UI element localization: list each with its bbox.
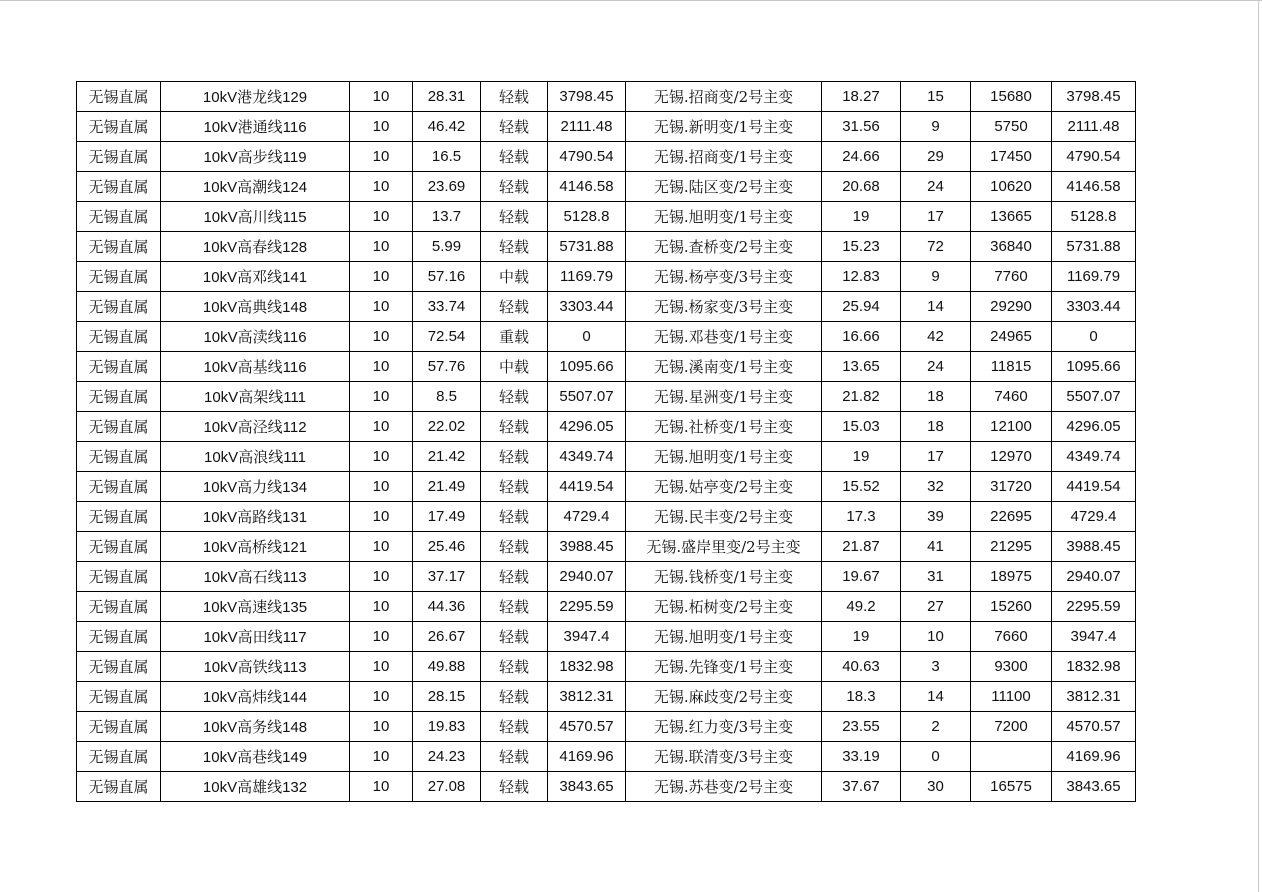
- load-rate-cell: 72.54: [413, 322, 481, 352]
- voltage-cell: 10: [350, 712, 413, 742]
- line-name-cell: 10kV高渎线116: [161, 322, 350, 352]
- company-cell: 无锡直属: [77, 172, 161, 202]
- table-row: [77, 562, 1136, 592]
- load-rate-cell: 5.99: [413, 232, 481, 262]
- installed-capacity-cell: 12100: [971, 412, 1052, 442]
- user-count-cell: 10: [901, 622, 971, 652]
- substation-transformer-cell: 无锡.旭明变/1号主变: [626, 202, 822, 232]
- line-name-cell: 10kV高邓线141: [161, 262, 350, 292]
- voltage-cell: 10: [350, 262, 413, 292]
- company-cell: 无锡直属: [77, 472, 161, 502]
- installed-capacity-cell: 11100: [971, 682, 1052, 712]
- available-capacity-cell: 4169.96: [548, 742, 626, 772]
- transformer-load-rate-cell: 40.63: [822, 652, 901, 682]
- line-name-cell: 10kV高路线131: [161, 502, 350, 532]
- line-name-cell: 10kV高炜线144: [161, 682, 350, 712]
- voltage-cell: 10: [350, 592, 413, 622]
- table-body: [77, 82, 1136, 802]
- user-count-cell: 17: [901, 442, 971, 472]
- transformer-load-rate-cell: 20.68: [822, 172, 901, 202]
- substation-transformer-cell: 无锡.姑亭变/2号主变: [626, 472, 822, 502]
- load-status-cell: 轻载: [481, 382, 548, 412]
- transformer-load-rate-cell: 19: [822, 622, 901, 652]
- substation-transformer-cell: 无锡.柘树变/2号主变: [626, 592, 822, 622]
- remaining-capacity-cell: 4790.54: [1052, 142, 1136, 172]
- user-count-cell: 30: [901, 772, 971, 802]
- remaining-capacity-cell: 1095.66: [1052, 352, 1136, 382]
- company-cell: 无锡直属: [77, 112, 161, 142]
- remaining-capacity-cell: 2940.07: [1052, 562, 1136, 592]
- load-status-cell: 轻载: [481, 742, 548, 772]
- transformer-load-rate-cell: 13.65: [822, 352, 901, 382]
- company-cell: 无锡直属: [77, 292, 161, 322]
- table-row: [77, 652, 1136, 682]
- transformer-load-rate-cell: 21.82: [822, 382, 901, 412]
- voltage-cell: 10: [350, 442, 413, 472]
- remaining-capacity-cell: 3303.44: [1052, 292, 1136, 322]
- load-rate-cell: 46.42: [413, 112, 481, 142]
- transformer-load-rate-cell: 23.55: [822, 712, 901, 742]
- installed-capacity-cell: 29290: [971, 292, 1052, 322]
- installed-capacity-cell: 10620: [971, 172, 1052, 202]
- table-row: [77, 382, 1136, 412]
- table-row: [77, 172, 1136, 202]
- line-name-cell: 10kV港通线116: [161, 112, 350, 142]
- user-count-cell: 41: [901, 532, 971, 562]
- remaining-capacity-cell: 3812.31: [1052, 682, 1136, 712]
- substation-transformer-cell: 无锡.招商变/1号主变: [626, 142, 822, 172]
- substation-transformer-cell: 无锡.陆区变/2号主变: [626, 172, 822, 202]
- installed-capacity-cell: 21295: [971, 532, 1052, 562]
- remaining-capacity-cell: 0: [1052, 322, 1136, 352]
- feeder-load-table: [76, 81, 1136, 802]
- company-cell: 无锡直属: [77, 532, 161, 562]
- substation-transformer-cell: 无锡.红力变/3号主变: [626, 712, 822, 742]
- transformer-load-rate-cell: 25.94: [822, 292, 901, 322]
- substation-transformer-cell: 无锡.联清变/3号主变: [626, 742, 822, 772]
- table-row: [77, 232, 1136, 262]
- transformer-load-rate-cell: 15.23: [822, 232, 901, 262]
- voltage-cell: 10: [350, 232, 413, 262]
- available-capacity-cell: 1095.66: [548, 352, 626, 382]
- page-top-border: [0, 0, 1262, 1]
- load-status-cell: 重载: [481, 322, 548, 352]
- line-name-cell: 10kV高石线113: [161, 562, 350, 592]
- voltage-cell: 10: [350, 142, 413, 172]
- substation-transformer-cell: 无锡.溪南变/1号主变: [626, 352, 822, 382]
- load-rate-cell: 22.02: [413, 412, 481, 442]
- line-name-cell: 10kV高基线116: [161, 352, 350, 382]
- user-count-cell: 39: [901, 502, 971, 532]
- substation-transformer-cell: 无锡.查桥变/2号主变: [626, 232, 822, 262]
- available-capacity-cell: 0: [548, 322, 626, 352]
- load-rate-cell: 33.74: [413, 292, 481, 322]
- company-cell: 无锡直属: [77, 592, 161, 622]
- remaining-capacity-cell: 2111.48: [1052, 112, 1136, 142]
- transformer-load-rate-cell: 15.52: [822, 472, 901, 502]
- company-cell: 无锡直属: [77, 712, 161, 742]
- user-count-cell: 9: [901, 112, 971, 142]
- load-status-cell: 轻载: [481, 232, 548, 262]
- line-name-cell: 10kV高潮线124: [161, 172, 350, 202]
- company-cell: 无锡直属: [77, 202, 161, 232]
- remaining-capacity-cell: 1169.79: [1052, 262, 1136, 292]
- transformer-load-rate-cell: 33.19: [822, 742, 901, 772]
- user-count-cell: 14: [901, 292, 971, 322]
- load-rate-cell: 26.67: [413, 622, 481, 652]
- table-row: [77, 742, 1136, 772]
- company-cell: 无锡直属: [77, 262, 161, 292]
- load-status-cell: 轻载: [481, 682, 548, 712]
- user-count-cell: 3: [901, 652, 971, 682]
- load-rate-cell: 49.88: [413, 652, 481, 682]
- installed-capacity-cell: 11815: [971, 352, 1052, 382]
- substation-transformer-cell: 无锡.钱桥变/1号主变: [626, 562, 822, 592]
- line-name-cell: 10kV高速线135: [161, 592, 350, 622]
- user-count-cell: 17: [901, 202, 971, 232]
- transformer-load-rate-cell: 37.67: [822, 772, 901, 802]
- company-cell: 无锡直属: [77, 772, 161, 802]
- company-cell: 无锡直属: [77, 142, 161, 172]
- table-row: [77, 352, 1136, 382]
- load-rate-cell: 44.36: [413, 592, 481, 622]
- available-capacity-cell: 3303.44: [548, 292, 626, 322]
- company-cell: 无锡直属: [77, 382, 161, 412]
- load-rate-cell: 57.16: [413, 262, 481, 292]
- line-name-cell: 10kV高川线115: [161, 202, 350, 232]
- table-row: [77, 592, 1136, 622]
- load-rate-cell: 25.46: [413, 532, 481, 562]
- available-capacity-cell: 4729.4: [548, 502, 626, 532]
- company-cell: 无锡直属: [77, 352, 161, 382]
- load-rate-cell: 17.49: [413, 502, 481, 532]
- user-count-cell: 27: [901, 592, 971, 622]
- load-status-cell: 轻载: [481, 562, 548, 592]
- company-cell: 无锡直属: [77, 232, 161, 262]
- table-row: [77, 82, 1136, 112]
- available-capacity-cell: 4419.54: [548, 472, 626, 502]
- load-status-cell: 轻载: [481, 622, 548, 652]
- transformer-load-rate-cell: 18.3: [822, 682, 901, 712]
- user-count-cell: 15: [901, 82, 971, 112]
- available-capacity-cell: 2295.59: [548, 592, 626, 622]
- substation-transformer-cell: 无锡.招商变/2号主变: [626, 82, 822, 112]
- installed-capacity-cell: 9300: [971, 652, 1052, 682]
- voltage-cell: 10: [350, 202, 413, 232]
- company-cell: 无锡直属: [77, 322, 161, 352]
- transformer-load-rate-cell: 49.2: [822, 592, 901, 622]
- load-rate-cell: 57.76: [413, 352, 481, 382]
- company-cell: 无锡直属: [77, 442, 161, 472]
- available-capacity-cell: 1169.79: [548, 262, 626, 292]
- load-status-cell: 轻载: [481, 442, 548, 472]
- user-count-cell: 29: [901, 142, 971, 172]
- transformer-load-rate-cell: 12.83: [822, 262, 901, 292]
- transformer-load-rate-cell: 31.56: [822, 112, 901, 142]
- installed-capacity-cell: 22695: [971, 502, 1052, 532]
- load-status-cell: 轻载: [481, 292, 548, 322]
- load-status-cell: 轻载: [481, 532, 548, 562]
- line-name-cell: 10kV高浪线111: [161, 442, 350, 472]
- load-rate-cell: 24.23: [413, 742, 481, 772]
- company-cell: 无锡直属: [77, 82, 161, 112]
- table-row: [77, 112, 1136, 142]
- available-capacity-cell: 2940.07: [548, 562, 626, 592]
- user-count-cell: 9: [901, 262, 971, 292]
- load-status-cell: 轻载: [481, 502, 548, 532]
- table-row: [77, 262, 1136, 292]
- user-count-cell: 24: [901, 172, 971, 202]
- substation-transformer-cell: 无锡.民丰变/2号主变: [626, 502, 822, 532]
- user-count-cell: 42: [901, 322, 971, 352]
- line-name-cell: 10kV高雄线132: [161, 772, 350, 802]
- installed-capacity-cell: 31720: [971, 472, 1052, 502]
- user-count-cell: 2: [901, 712, 971, 742]
- company-cell: 无锡直属: [77, 742, 161, 772]
- remaining-capacity-cell: 4729.4: [1052, 502, 1136, 532]
- transformer-load-rate-cell: 24.66: [822, 142, 901, 172]
- available-capacity-cell: 3812.31: [548, 682, 626, 712]
- voltage-cell: 10: [350, 292, 413, 322]
- installed-capacity-cell: 24965: [971, 322, 1052, 352]
- load-rate-cell: 16.5: [413, 142, 481, 172]
- user-count-cell: 0: [901, 742, 971, 772]
- installed-capacity-cell: 7760: [971, 262, 1052, 292]
- load-rate-cell: 37.17: [413, 562, 481, 592]
- load-rate-cell: 13.7: [413, 202, 481, 232]
- user-count-cell: 24: [901, 352, 971, 382]
- voltage-cell: 10: [350, 172, 413, 202]
- load-status-cell: 轻载: [481, 202, 548, 232]
- voltage-cell: 10: [350, 742, 413, 772]
- line-name-cell: 10kV高务线148: [161, 712, 350, 742]
- company-cell: 无锡直属: [77, 412, 161, 442]
- available-capacity-cell: 5507.07: [548, 382, 626, 412]
- transformer-load-rate-cell: 19: [822, 202, 901, 232]
- load-status-cell: 中载: [481, 352, 548, 382]
- line-name-cell: 10kV高步线119: [161, 142, 350, 172]
- line-name-cell: 10kV高桥线121: [161, 532, 350, 562]
- table-row: [77, 502, 1136, 532]
- page-right-border: [1258, 0, 1259, 892]
- load-status-cell: 轻载: [481, 82, 548, 112]
- transformer-load-rate-cell: 19: [822, 442, 901, 472]
- installed-capacity-cell: 7460: [971, 382, 1052, 412]
- substation-transformer-cell: 无锡.杨家变/3号主变: [626, 292, 822, 322]
- line-name-cell: 10kV高田线117: [161, 622, 350, 652]
- load-status-cell: 轻载: [481, 142, 548, 172]
- installed-capacity-cell: [971, 742, 1052, 772]
- load-status-cell: 轻载: [481, 172, 548, 202]
- company-cell: 无锡直属: [77, 682, 161, 712]
- company-cell: 无锡直属: [77, 562, 161, 592]
- line-name-cell: 10kV高力线134: [161, 472, 350, 502]
- substation-transformer-cell: 无锡.星洲变/1号主变: [626, 382, 822, 412]
- table-row: [77, 682, 1136, 712]
- substation-transformer-cell: 无锡.社桥变/1号主变: [626, 412, 822, 442]
- load-status-cell: 轻载: [481, 652, 548, 682]
- voltage-cell: 10: [350, 532, 413, 562]
- line-name-cell: 10kV高春线128: [161, 232, 350, 262]
- voltage-cell: 10: [350, 112, 413, 142]
- installed-capacity-cell: 7660: [971, 622, 1052, 652]
- load-rate-cell: 21.42: [413, 442, 481, 472]
- table-row: [77, 322, 1136, 352]
- available-capacity-cell: 3843.65: [548, 772, 626, 802]
- remaining-capacity-cell: 4349.74: [1052, 442, 1136, 472]
- load-rate-cell: 27.08: [413, 772, 481, 802]
- available-capacity-cell: 2111.48: [548, 112, 626, 142]
- remaining-capacity-cell: 4169.96: [1052, 742, 1136, 772]
- user-count-cell: 31: [901, 562, 971, 592]
- installed-capacity-cell: 17450: [971, 142, 1052, 172]
- line-name-cell: 10kV高巷线149: [161, 742, 350, 772]
- remaining-capacity-cell: 4146.58: [1052, 172, 1136, 202]
- voltage-cell: 10: [350, 352, 413, 382]
- load-rate-cell: 28.31: [413, 82, 481, 112]
- transformer-load-rate-cell: 15.03: [822, 412, 901, 442]
- company-cell: 无锡直属: [77, 502, 161, 532]
- installed-capacity-cell: 7200: [971, 712, 1052, 742]
- voltage-cell: 10: [350, 472, 413, 502]
- voltage-cell: 10: [350, 682, 413, 712]
- load-status-cell: 轻载: [481, 592, 548, 622]
- remaining-capacity-cell: 4419.54: [1052, 472, 1136, 502]
- user-count-cell: 32: [901, 472, 971, 502]
- remaining-capacity-cell: 3988.45: [1052, 532, 1136, 562]
- user-count-cell: 18: [901, 382, 971, 412]
- user-count-cell: 72: [901, 232, 971, 262]
- available-capacity-cell: 1832.98: [548, 652, 626, 682]
- voltage-cell: 10: [350, 622, 413, 652]
- table-row: [77, 442, 1136, 472]
- installed-capacity-cell: 13665: [971, 202, 1052, 232]
- remaining-capacity-cell: 1832.98: [1052, 652, 1136, 682]
- table-row: [77, 622, 1136, 652]
- table-row: [77, 532, 1136, 562]
- installed-capacity-cell: 18975: [971, 562, 1052, 592]
- installed-capacity-cell: 15260: [971, 592, 1052, 622]
- voltage-cell: 10: [350, 322, 413, 352]
- substation-transformer-cell: 无锡.杨亭变/3号主变: [626, 262, 822, 292]
- voltage-cell: 10: [350, 382, 413, 412]
- substation-transformer-cell: 无锡.旭明变/1号主变: [626, 442, 822, 472]
- available-capacity-cell: 4146.58: [548, 172, 626, 202]
- line-name-cell: 10kV高泾线112: [161, 412, 350, 442]
- voltage-cell: 10: [350, 652, 413, 682]
- load-status-cell: 轻载: [481, 772, 548, 802]
- user-count-cell: 18: [901, 412, 971, 442]
- substation-transformer-cell: 无锡.盛岸里变/2号主变: [626, 532, 822, 562]
- line-name-cell: 10kV港龙线129: [161, 82, 350, 112]
- available-capacity-cell: 4570.57: [548, 712, 626, 742]
- table-row: [77, 412, 1136, 442]
- table-row: [77, 712, 1136, 742]
- load-status-cell: 轻载: [481, 472, 548, 502]
- load-status-cell: 轻载: [481, 112, 548, 142]
- transformer-load-rate-cell: 19.67: [822, 562, 901, 592]
- available-capacity-cell: 4790.54: [548, 142, 626, 172]
- transformer-load-rate-cell: 18.27: [822, 82, 901, 112]
- load-status-cell: 中载: [481, 262, 548, 292]
- remaining-capacity-cell: 4296.05: [1052, 412, 1136, 442]
- substation-transformer-cell: 无锡.邓巷变/1号主变: [626, 322, 822, 352]
- load-rate-cell: 21.49: [413, 472, 481, 502]
- substation-transformer-cell: 无锡.旭明变/1号主变: [626, 622, 822, 652]
- remaining-capacity-cell: 5128.8: [1052, 202, 1136, 232]
- line-name-cell: 10kV高铁线113: [161, 652, 350, 682]
- installed-capacity-cell: 12970: [971, 442, 1052, 472]
- load-status-cell: 轻载: [481, 412, 548, 442]
- substation-transformer-cell: 无锡.苏巷变/2号主变: [626, 772, 822, 802]
- substation-transformer-cell: 无锡.麻歧变/2号主变: [626, 682, 822, 712]
- load-status-cell: 轻载: [481, 712, 548, 742]
- line-name-cell: 10kV高典线148: [161, 292, 350, 322]
- transformer-load-rate-cell: 21.87: [822, 532, 901, 562]
- remaining-capacity-cell: 3843.65: [1052, 772, 1136, 802]
- remaining-capacity-cell: 5731.88: [1052, 232, 1136, 262]
- installed-capacity-cell: 36840: [971, 232, 1052, 262]
- table-row: [77, 142, 1136, 172]
- available-capacity-cell: 4296.05: [548, 412, 626, 442]
- voltage-cell: 10: [350, 82, 413, 112]
- table-row: [77, 292, 1136, 322]
- table-row: [77, 202, 1136, 232]
- available-capacity-cell: 3947.4: [548, 622, 626, 652]
- user-count-cell: 14: [901, 682, 971, 712]
- substation-transformer-cell: 无锡.新明变/1号主变: [626, 112, 822, 142]
- voltage-cell: 10: [350, 502, 413, 532]
- company-cell: 无锡直属: [77, 622, 161, 652]
- remaining-capacity-cell: 3798.45: [1052, 82, 1136, 112]
- table-row: [77, 472, 1136, 502]
- voltage-cell: 10: [350, 562, 413, 592]
- load-rate-cell: 8.5: [413, 382, 481, 412]
- transformer-load-rate-cell: 17.3: [822, 502, 901, 532]
- voltage-cell: 10: [350, 772, 413, 802]
- load-rate-cell: 28.15: [413, 682, 481, 712]
- installed-capacity-cell: 5750: [971, 112, 1052, 142]
- remaining-capacity-cell: 3947.4: [1052, 622, 1136, 652]
- transformer-load-rate-cell: 16.66: [822, 322, 901, 352]
- company-cell: 无锡直属: [77, 652, 161, 682]
- table-row: [77, 772, 1136, 802]
- available-capacity-cell: 3798.45: [548, 82, 626, 112]
- remaining-capacity-cell: 2295.59: [1052, 592, 1136, 622]
- remaining-capacity-cell: 4570.57: [1052, 712, 1136, 742]
- installed-capacity-cell: 15680: [971, 82, 1052, 112]
- available-capacity-cell: 4349.74: [548, 442, 626, 472]
- available-capacity-cell: 5731.88: [548, 232, 626, 262]
- voltage-cell: 10: [350, 412, 413, 442]
- load-rate-cell: 23.69: [413, 172, 481, 202]
- load-rate-cell: 19.83: [413, 712, 481, 742]
- line-name-cell: 10kV高架线111: [161, 382, 350, 412]
- remaining-capacity-cell: 5507.07: [1052, 382, 1136, 412]
- installed-capacity-cell: 16575: [971, 772, 1052, 802]
- substation-transformer-cell: 无锡.先锋变/1号主变: [626, 652, 822, 682]
- available-capacity-cell: 5128.8: [548, 202, 626, 232]
- available-capacity-cell: 3988.45: [548, 532, 626, 562]
